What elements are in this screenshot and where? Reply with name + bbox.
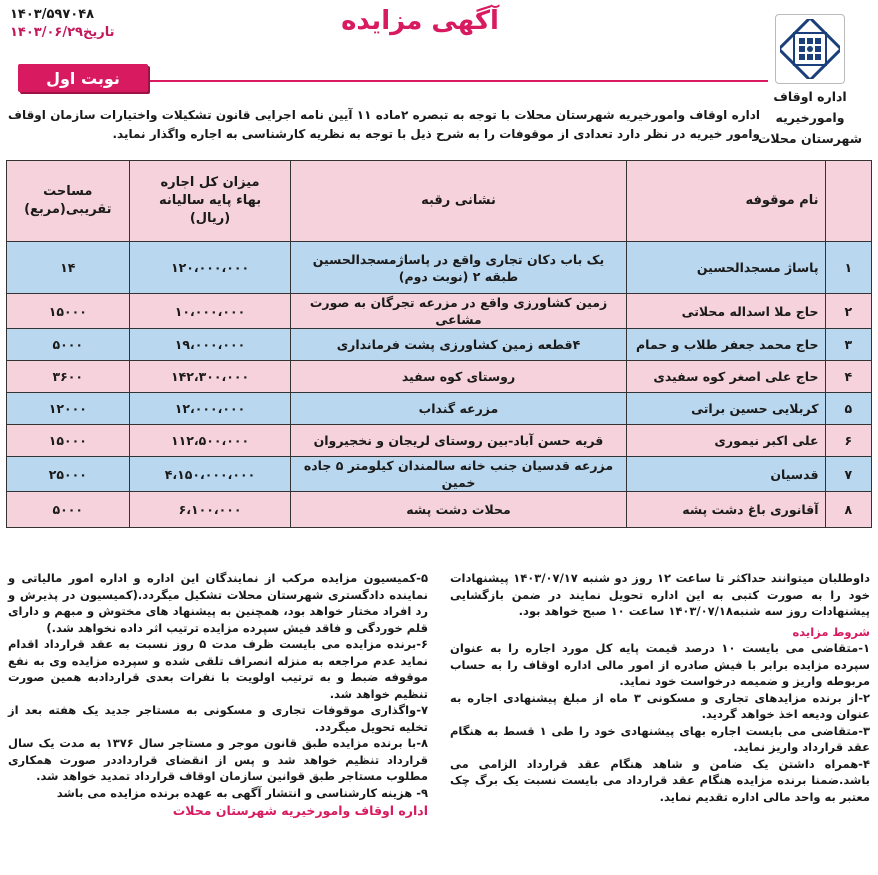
conditions-title: شروط مزایده bbox=[792, 624, 870, 639]
table-body bbox=[7, 242, 872, 528]
header-area-line: مساحت bbox=[43, 184, 93, 199]
row-price: ۱۴۲،۳۰۰،۰۰۰ bbox=[129, 361, 291, 393]
row-index: ۴ bbox=[825, 361, 871, 393]
row-address-line: قریه حسن آباد-بین روستای لریجان و نخجیروان bbox=[313, 433, 604, 448]
submission-deadline-text: داوطلبان میتوانند حداکثر تا ساعت ۱۲ روز دو شنبه ۱۴۰۳/۰۷/۱۷ پیشنهادات خود را به صورت کتبی به این اداره تحویل نمایند در ضمن بازگشایی پیشنهادات روز سه شنبه۱۴۰۳/۰۷/۱۸ ساعت ۱۰ صبح خواهد بود. bbox=[450, 571, 870, 618]
row-area: ۵۰۰۰ bbox=[7, 492, 130, 528]
conditions-right-column bbox=[450, 570, 870, 805]
row-area: ۱۲۰۰۰ bbox=[7, 393, 130, 425]
page-title: آگهی مزایده bbox=[341, 6, 499, 36]
header-area bbox=[7, 161, 130, 242]
row-address bbox=[291, 361, 626, 393]
row-name: پاساژ مسجدالحسین bbox=[626, 242, 825, 294]
row-name: کربلایی حسین براتی bbox=[626, 393, 825, 425]
row-area: ۱۵۰۰۰ bbox=[7, 294, 130, 329]
table-row bbox=[7, 393, 872, 425]
row-address-line: یک باب دکان تجاری واقع در پاساژمسجدالحسین bbox=[312, 251, 605, 267]
row-index: ۱ bbox=[825, 242, 871, 294]
row-name: قدسیان bbox=[626, 457, 825, 492]
row-address-line: زمین کشاورزی واقع در مزرعه تجرگان به صورت مشاعی bbox=[309, 295, 608, 327]
notice-date: تاریخ۱۴۰۳/۰۶/۲۹ bbox=[10, 25, 115, 40]
condition-item: ۳-متقاضی می بایست اجاره بهای پیشنهادی خود را طی ۱ قسط به هنگام عقد قرارداد واریز نماید. bbox=[450, 723, 871, 754]
row-price: ۱۱۲،۵۰۰،۰۰۰ bbox=[129, 425, 291, 457]
intro-paragraph: اداره اوقاف وامورخیریه شهرستان محلات با توجه به تبصره ۲ماده ۱۱ آیین نامه اجرایی قانون تشکیلات واختیارات سازمان اوقاف وامور خیریه در نظر دارد تعدادی از موقوفات را به شرح ذیل با توجه به نظریه کارشناسی به اجاره واگذار نماید. bbox=[8, 108, 760, 141]
row-index: ۵ bbox=[825, 393, 871, 425]
row-index: ۶ bbox=[825, 425, 871, 457]
badge-divider bbox=[148, 80, 768, 82]
table-row bbox=[7, 329, 872, 361]
row-address bbox=[291, 492, 626, 528]
condition-item: ۲-از برنده مزایدهای تجاری و مسکونی ۳ ماه از مبلغ پیشنهادی اجاره به عنوان ودیعه اخذ خواهد گردید. bbox=[450, 690, 870, 721]
property-table bbox=[6, 160, 872, 528]
org-name-line: شهرستان محلات bbox=[757, 131, 863, 146]
row-area: ۲۵۰۰۰ bbox=[7, 457, 130, 492]
row-address bbox=[291, 393, 626, 425]
condition-item: ۱-متقاضی می بایست ۱۰ درصد قیمت پایه کل مورد اجاره را به عنوان سپرده مزایده برابر با فیش صادره از امور مالی اداره اوقاف را به حساب مربوطه واریز و ضمیمه درخواست خود نماید. bbox=[450, 641, 871, 688]
round-badge: نوبت اول bbox=[18, 64, 148, 92]
row-address bbox=[291, 242, 626, 294]
header-price bbox=[129, 161, 291, 242]
row-address bbox=[291, 425, 626, 457]
condition-item: ۶-برنده مزایده می بایست ظرف مدت ۵ روز نسبت به عقد قرارداد اقدام نماید عدم مراجعه به منزله انصراف تلقی شده و سپرده مزایده وی به نفع موقوفه ضبط و به ترتیب اولویت با نفرات بعدی قراردادبه همین صورت تنظیم خواهد شد. bbox=[8, 637, 429, 701]
row-address-line: مزرعه قدسیان جنب خانه سالمندان کیلومتر ۵ جاده خمین bbox=[303, 458, 614, 490]
row-address bbox=[291, 294, 626, 329]
header-name: نام موقوفه bbox=[626, 161, 825, 242]
header-address: نشانی رقبه bbox=[291, 161, 626, 242]
table-row bbox=[7, 242, 872, 294]
row-address bbox=[291, 457, 626, 492]
table-row bbox=[7, 457, 872, 492]
row-address-line: مزرعه گنداب bbox=[418, 401, 499, 416]
row-address bbox=[291, 329, 626, 361]
row-area: ۱۵۰۰۰ bbox=[7, 425, 130, 457]
row-price: ۱۲۰،۰۰۰،۰۰۰ bbox=[129, 242, 291, 294]
row-index: ۳ bbox=[825, 329, 871, 361]
row-name: حاج محمد جعفر طلاب و حمام bbox=[626, 329, 825, 361]
row-price: ۶،۱۰۰،۰۰۰ bbox=[129, 492, 291, 528]
table-header-row bbox=[7, 161, 872, 242]
reference-number: ۱۴۰۳/۵۹۷۰۴۸ bbox=[10, 7, 95, 22]
row-index: ۲ bbox=[825, 294, 871, 329]
row-address-line: طبقه ۲ (نوبت دوم) bbox=[398, 268, 519, 284]
header-price-line: (ریال) bbox=[189, 211, 231, 226]
row-area: ۵۰۰۰ bbox=[7, 329, 130, 361]
row-name: آقانوری باغ دشت پشه bbox=[626, 492, 825, 528]
table-row bbox=[7, 425, 872, 457]
row-index: ۸ bbox=[825, 492, 871, 528]
row-index: ۷ bbox=[825, 457, 871, 492]
condition-item: ۴-همراه داشتن یک ضامن و شاهد هنگام عقد قرارداد الزامی می باشد.ضمنا برنده مزایده هنگام عقد قرارداد می بایست نسبت یک برگ چک معتبر به واحد مالی اداره تقدیم نماید. bbox=[450, 756, 870, 804]
table-row bbox=[7, 492, 872, 528]
awqaf-logo-icon bbox=[775, 14, 845, 84]
row-address-line: ۴قطعه زمین کشاورزی پشت فرمانداری bbox=[336, 337, 581, 352]
table-row bbox=[7, 361, 872, 393]
org-block bbox=[756, 14, 864, 147]
row-name: علی اکبر نیموری bbox=[626, 425, 825, 457]
header-price-line: بهاء پایه سالیانه bbox=[159, 193, 262, 208]
row-price: ۴،۱۵۰،۰۰۰،۰۰۰ bbox=[129, 457, 291, 492]
org-name-line: وامورخیریه bbox=[775, 110, 845, 125]
row-area: ۱۴ bbox=[7, 242, 130, 294]
condition-item: ۵-کمیسیون مزایده مرکب از نمایندگان این اداره و اداره امور مالیاتی و نماینده دادگستری شهرستان محلات تشکیل میگردد.(کمیسیون در پذیرش و رد افراد مختار خواهد بود، همچنین به پیشنهاد های مختوش و مبهم و دارای قلم خوردگی و فاقد فیش سپرده مزایده ترتیب اثر داده نخواهد شد.) bbox=[8, 571, 428, 635]
row-price: ۱۲،۰۰۰،۰۰۰ bbox=[129, 393, 291, 425]
row-address-line: روستای کوه سفید bbox=[401, 369, 516, 384]
org-name-line: اداره اوقاف bbox=[773, 89, 847, 104]
condition-item: ۷-واگذاری موقوفات تجاری و مسکونی به مستاجر جدید یک هفته بعد از تخلیه تحویل میگردد. bbox=[8, 703, 428, 734]
row-address-line: محلات دشت پشه bbox=[406, 502, 511, 517]
condition-item: ۸-با برنده مزایده طبق قانون موجر و مستاجر سال ۱۳۷۶ به مدت یک سال قرارداد تنظیم خواهد شد و پس از انقضای قرارداددر صورت همکاری مطلوب مستاجر طبق قوانین سازمان اوقاف قرارداد تمدید خواهد شد. bbox=[8, 736, 429, 783]
condition-item: ۹- هزینه کارشناسی و انتشار آگهی به عهده برنده مزایده می باشد bbox=[56, 785, 428, 800]
reference-block bbox=[10, 6, 160, 42]
header-area-line: تقریبی(مربع) bbox=[24, 202, 112, 217]
row-name: حاج ملا اسداله محلاتی bbox=[626, 294, 825, 329]
row-area: ۳۶۰۰ bbox=[7, 361, 130, 393]
footer-org-name: اداره اوقاف وامورخیریه شهرستان محلات bbox=[172, 803, 428, 818]
row-price: ۱۰،۰۰۰،۰۰۰ bbox=[129, 294, 291, 329]
header-price-line: میزان کل اجاره bbox=[160, 175, 260, 190]
row-name: حاج علی اصغر کوه سفیدی bbox=[626, 361, 825, 393]
header-index bbox=[825, 161, 871, 242]
table-row bbox=[7, 294, 872, 329]
conditions-left-column bbox=[8, 570, 428, 820]
row-price: ۱۹،۰۰۰،۰۰۰ bbox=[129, 329, 291, 361]
